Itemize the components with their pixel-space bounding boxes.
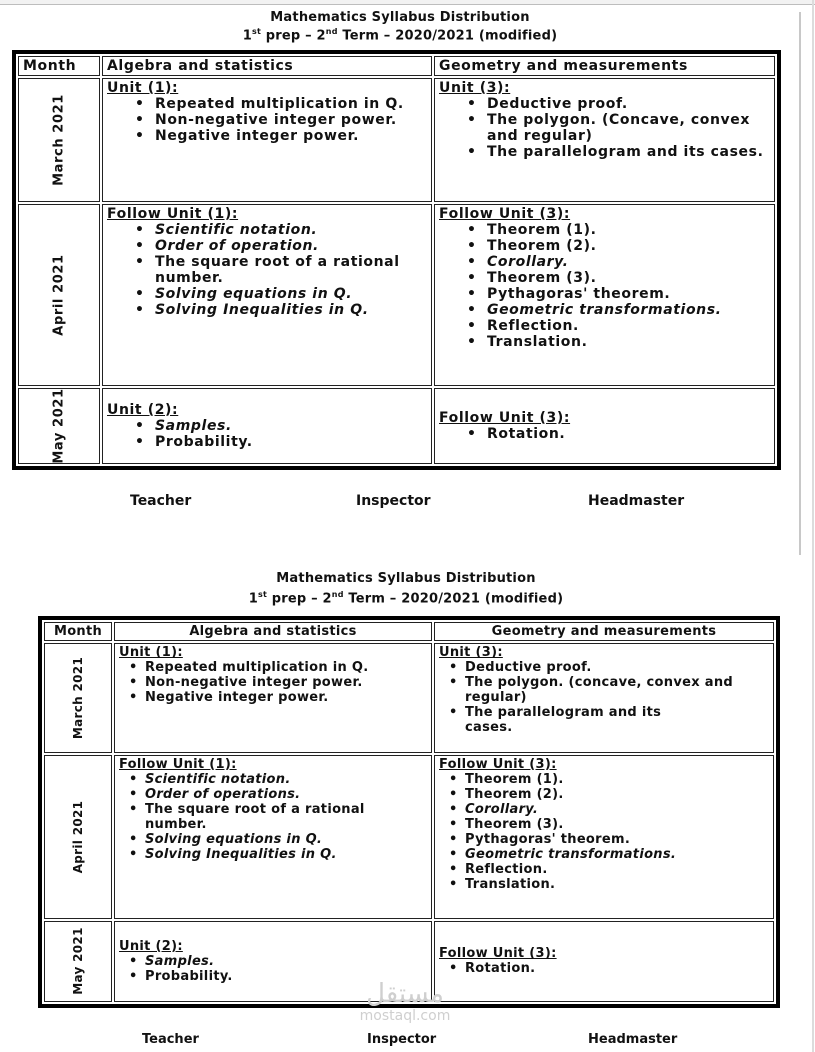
geometry-cell [434,755,774,919]
list-item: • Theorem (1). [439,772,769,787]
list-item: • Rotation. [439,426,770,442]
unit-title: Follow Unit (3): [439,206,571,222]
header-geometry: Geometry and measurements [434,622,774,641]
signature-teacher: Teacher [142,1032,199,1047]
list-item: • Probability. [119,969,427,984]
month-label: May 2021 [51,388,67,464]
list-item: • Probability. [107,434,427,450]
watermark-latin: mostaql.com [359,1008,451,1024]
month-cell [44,921,112,1002]
watermark-arabic: مستقل [366,979,444,1009]
list-item: • Solving Inequalities in Q. [119,847,427,862]
list-item: • Pythagoras' theorem. [439,832,769,847]
list-item: • Solving Inequalities in Q. [107,302,427,318]
algebra-cell [114,643,432,752]
list-item: • Geometric transformations. [439,847,769,862]
unit-title: Unit (2): [119,938,183,954]
watermark [340,980,470,1024]
month-label: March 2021 [51,94,67,186]
list-item: • Negative integer power. [107,128,427,144]
list-item: • Rotation. [439,961,769,976]
month-label: April 2021 [71,800,85,874]
month-cell [44,643,112,752]
list-item: • Scientific notation. [119,772,427,787]
table-row [44,643,774,752]
frame-edge [812,0,814,1052]
list-item: • Samples. [107,418,427,434]
list-item: • Solving equations in Q. [119,832,427,847]
unit-title: Follow Unit (1): [119,756,237,772]
list-item: • Translation. [439,334,770,350]
list-item: • Order of operations. [119,787,427,802]
month-cell [44,755,112,919]
table-header-row [44,622,774,641]
list-item: • The polygon. (Concave, convex and regular) [439,112,770,144]
unit-title: Follow Unit (3): [439,756,557,772]
unit-title: Unit (1): [119,645,183,661]
signature-headmaster: Headmaster [588,493,685,509]
list-item: • Pythagoras' theorem. [439,286,770,302]
list-item: • The square root of a rational number. [107,254,427,286]
syllabus-table [38,616,780,1008]
header-month: Month [44,622,112,641]
list-item: • Reflection. [439,318,770,334]
geometry-cell [434,643,774,752]
list-item: • Samples. [119,954,427,969]
list-item: • Non-negative integer power. [119,675,427,690]
list-item: • Negative integer power. [119,690,427,705]
unit-title: Follow Unit (3): [439,946,557,962]
header-month: Month [18,56,100,76]
list-item: • Theorem (3). [439,817,769,832]
list-item: • Non-negative integer power. [107,112,427,128]
list-item: • The square root of a rational number. [119,802,427,832]
month-label: April 2021 [51,254,67,336]
list-item: • Theorem (2). [439,787,769,802]
month-label: March 2021 [71,656,85,740]
signature-teacher: Teacher [130,493,192,509]
list-item: • Repeated multiplication in Q. [119,660,375,675]
geometry-cell [434,921,774,1002]
document-title: Mathematics Syllabus Distribution [276,571,536,586]
month-label: May 2021 [71,927,85,996]
header-algebra: Algebra and statistics [114,622,432,641]
unit-title: Unit (3): [439,80,511,96]
signature-headmaster: Headmaster [588,1032,678,1047]
list-item: • Deductive proof. [439,96,770,112]
list-item: • The parallelogram and its cases. [439,705,685,735]
signature-inspector: Inspector [356,493,431,509]
list-item: • Deductive proof. [439,660,769,675]
list-item: • Reflection. [439,862,769,877]
algebra-cell [114,755,432,919]
list-item: • Theorem (2). [439,238,770,254]
unit-title: Unit (2): [107,402,179,418]
list-item: • The parallelogram and its cases. [439,144,770,160]
document-title: Mathematics Syllabus Distribution [270,10,530,25]
list-item: • Scientific notation. [107,222,427,238]
list-item: • The polygon. (concave, convex and regular) [439,675,769,705]
list-item: • Corollary. [439,254,770,270]
unit-title: Unit (1): [107,80,179,96]
unit-title: Unit (3): [439,645,503,661]
unit-title: Follow Unit (3): [439,410,571,426]
list-item: • Translation. [439,877,769,892]
table-row [44,755,774,919]
list-item: • Corollary. [439,802,769,817]
list-item: • Solving equations in Q. [107,286,427,302]
signature-inspector: Inspector [367,1032,437,1047]
list-item: • Theorem (3). [439,270,770,286]
list-item: • Theorem (1). [439,222,770,238]
document-subtitle: 1st prep – 2nd Term – 2020/2021 (modified) [242,27,558,44]
list-item: • Repeated multiplication in Q. [107,96,427,112]
header-geometry: Geometry and measurements [434,56,775,76]
list-item: • Order of operation. [107,238,427,254]
unit-title: Follow Unit (1): [107,206,239,222]
document-subtitle: 1st prep – 2nd Term – 2020/2021 (modified) [248,590,564,607]
header-algebra: Algebra and statistics [102,56,432,76]
list-item: • Geometric transformations. [439,302,770,318]
